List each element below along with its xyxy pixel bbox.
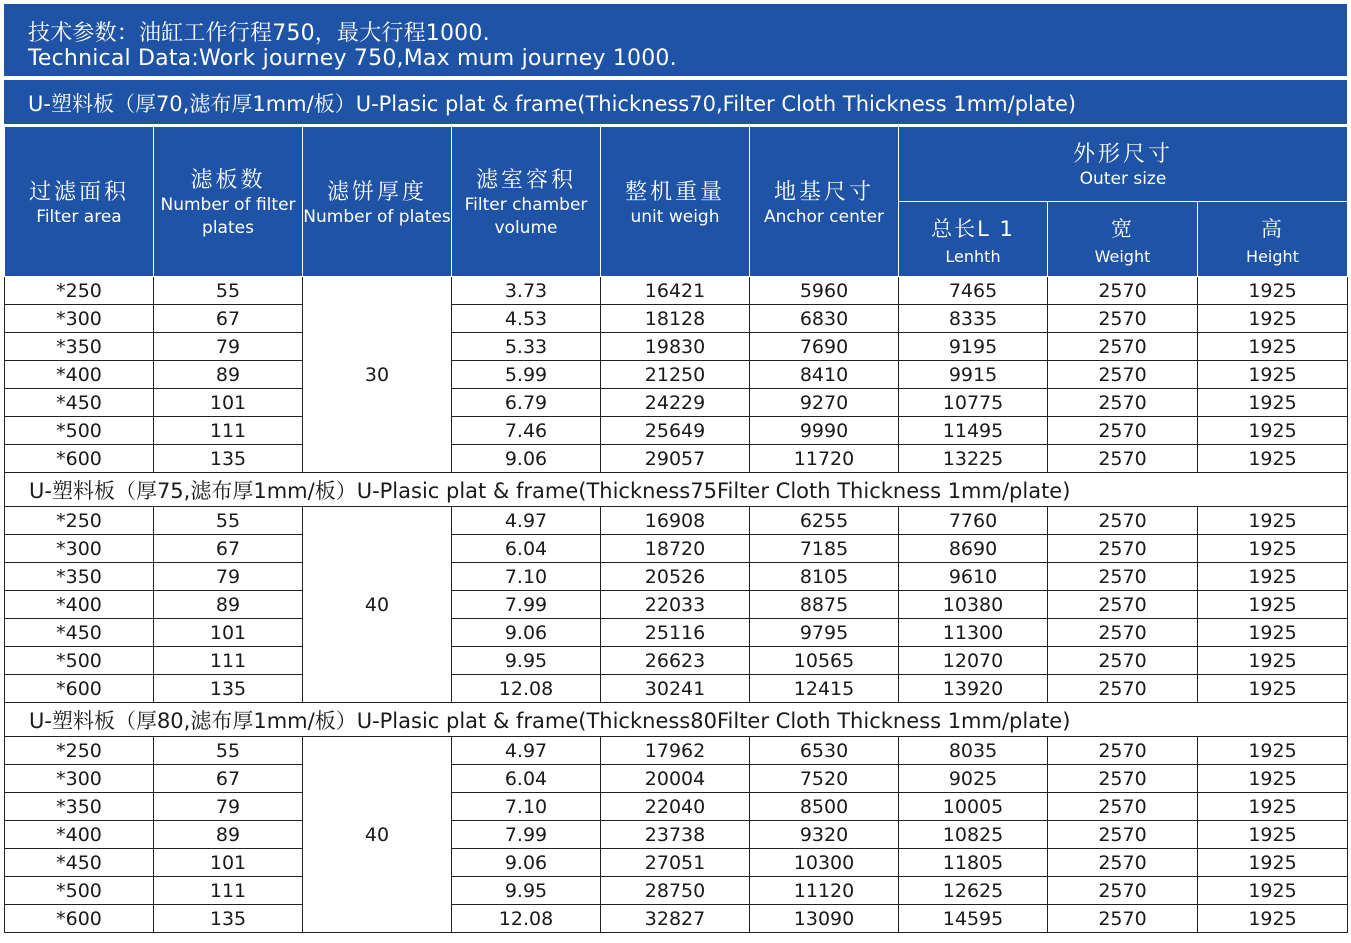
cell-weight: 32827 — [601, 905, 750, 933]
cell-weight: 16908 — [601, 507, 750, 535]
cell-area: *350 — [5, 333, 154, 361]
cell-width: 2570 — [1048, 389, 1198, 417]
cell-width: 2570 — [1048, 821, 1198, 849]
cell-plates: 101 — [154, 849, 303, 877]
cell-weight: 19830 — [601, 333, 750, 361]
cell-weight: 18720 — [601, 535, 750, 563]
header-cake-thickness: 滤饼厚度 Number of plates — [303, 127, 452, 277]
cell-weight: 24229 — [601, 389, 750, 417]
cell-plates: 135 — [154, 675, 303, 703]
cell-weight: 21250 — [601, 361, 750, 389]
cell-volume: 4.53 — [452, 305, 601, 333]
cell-height: 1925 — [1198, 821, 1348, 849]
cell-width: 2570 — [1048, 445, 1198, 473]
cell-cake-thickness: 30 — [303, 277, 452, 473]
cell-weight: 22040 — [601, 793, 750, 821]
cell-volume: 4.97 — [452, 507, 601, 535]
cell-weight: 25649 — [601, 417, 750, 445]
banner-title-en: Technical Data:Work journey 750,Max mum journey 1000. — [28, 46, 677, 71]
cell-volume: 6.04 — [452, 765, 601, 793]
cell-volume: 12.08 — [452, 905, 601, 933]
cell-height: 1925 — [1198, 647, 1348, 675]
cell-plates: 111 — [154, 877, 303, 905]
cell-height: 1925 — [1198, 535, 1348, 563]
cell-area: *400 — [5, 361, 154, 389]
cell-volume: 6.04 — [452, 535, 601, 563]
cell-anchor: 7520 — [750, 765, 899, 793]
cell-volume: 9.95 — [452, 647, 601, 675]
cell-width: 2570 — [1048, 417, 1198, 445]
section-title-bar — [4, 80, 1347, 124]
cell-plates: 55 — [154, 737, 303, 765]
cell-width: 2570 — [1048, 905, 1198, 933]
table-row — [5, 647, 1348, 675]
cell-area: *600 — [5, 675, 154, 703]
cell-width: 2570 — [1048, 591, 1198, 619]
cell-volume: 7.46 — [452, 417, 601, 445]
cell-anchor: 11720 — [750, 445, 899, 473]
cell-anchor: 9990 — [750, 417, 899, 445]
cell-weight: 30241 — [601, 675, 750, 703]
cell-anchor: 7690 — [750, 333, 899, 361]
cell-weight: 25116 — [601, 619, 750, 647]
cell-weight: 23738 — [601, 821, 750, 849]
cell-area: *450 — [5, 619, 154, 647]
cell-anchor: 8875 — [750, 591, 899, 619]
cell-width: 2570 — [1048, 849, 1198, 877]
cell-height: 1925 — [1198, 445, 1348, 473]
header-row — [5, 127, 1348, 202]
cell-anchor: 12415 — [750, 675, 899, 703]
cell-anchor: 10565 — [750, 647, 899, 675]
cell-width: 2570 — [1048, 765, 1198, 793]
cell-height: 1925 — [1198, 333, 1348, 361]
cell-plates: 101 — [154, 389, 303, 417]
header-length: 总长L 1 Lenhth — [899, 202, 1048, 277]
cell-plates: 67 — [154, 535, 303, 563]
table-row — [5, 821, 1348, 849]
cell-height: 1925 — [1198, 277, 1348, 305]
section-title-row — [5, 473, 1348, 507]
cell-plates: 67 — [154, 305, 303, 333]
cell-volume: 5.99 — [452, 361, 601, 389]
cell-width: 2570 — [1048, 277, 1198, 305]
cell-plates: 89 — [154, 591, 303, 619]
cell-anchor: 8500 — [750, 793, 899, 821]
table-row — [5, 905, 1348, 933]
cell-plates: 111 — [154, 647, 303, 675]
cell-plates: 79 — [154, 793, 303, 821]
cell-weight: 20004 — [601, 765, 750, 793]
header-width: 宽 Weight — [1048, 202, 1198, 277]
cell-length: 14595 — [899, 905, 1048, 933]
table-row — [5, 305, 1348, 333]
cell-volume: 3.73 — [452, 277, 601, 305]
table-row — [5, 793, 1348, 821]
spec-table — [4, 126, 1348, 933]
cell-area: *350 — [5, 563, 154, 591]
cell-volume: 9.06 — [452, 619, 601, 647]
cell-anchor: 9270 — [750, 389, 899, 417]
cell-length: 10825 — [899, 821, 1048, 849]
cell-anchor: 9320 — [750, 821, 899, 849]
cell-height: 1925 — [1198, 507, 1348, 535]
cell-plates: 89 — [154, 361, 303, 389]
cell-width: 2570 — [1048, 737, 1198, 765]
cell-length: 11300 — [899, 619, 1048, 647]
cell-volume: 7.10 — [452, 563, 601, 591]
section-title: U-塑料板（厚80,滤布厚1mm/板）U-Plasic plat & frame(Thickness80Filter Cloth Thickness 1mm/plate) — [5, 703, 1348, 737]
cell-height: 1925 — [1198, 793, 1348, 821]
cell-volume: 12.08 — [452, 675, 601, 703]
cell-plates: 101 — [154, 619, 303, 647]
cell-anchor: 11120 — [750, 877, 899, 905]
cell-plates: 135 — [154, 905, 303, 933]
cell-area: *350 — [5, 793, 154, 821]
cell-plates: 67 — [154, 765, 303, 793]
cell-length: 13920 — [899, 675, 1048, 703]
cell-area: *400 — [5, 591, 154, 619]
cell-height: 1925 — [1198, 591, 1348, 619]
cell-length: 7760 — [899, 507, 1048, 535]
table-row — [5, 333, 1348, 361]
header-height: 高 Height — [1198, 202, 1348, 277]
cell-weight: 27051 — [601, 849, 750, 877]
cell-height: 1925 — [1198, 905, 1348, 933]
cell-area: *600 — [5, 905, 154, 933]
cell-length: 8035 — [899, 737, 1048, 765]
table-row — [5, 849, 1348, 877]
cell-weight: 20526 — [601, 563, 750, 591]
cell-width: 2570 — [1048, 535, 1198, 563]
cell-length: 8690 — [899, 535, 1048, 563]
cell-volume: 7.10 — [452, 793, 601, 821]
cell-width: 2570 — [1048, 793, 1198, 821]
cell-volume: 9.06 — [452, 445, 601, 473]
cell-anchor: 6255 — [750, 507, 899, 535]
cell-width: 2570 — [1048, 361, 1198, 389]
cell-length: 13225 — [899, 445, 1048, 473]
cell-area: *300 — [5, 535, 154, 563]
cell-length: 9025 — [899, 765, 1048, 793]
cell-weight: 22033 — [601, 591, 750, 619]
cell-area: *500 — [5, 647, 154, 675]
cell-height: 1925 — [1198, 417, 1348, 445]
table-row — [5, 877, 1348, 905]
table-row — [5, 445, 1348, 473]
section-title: U-塑料板（厚75,滤布厚1mm/板）U-Plasic plat & frame(Thickness75Filter Cloth Thickness 1mm/plate) — [5, 473, 1348, 507]
cell-plates: 135 — [154, 445, 303, 473]
cell-height: 1925 — [1198, 389, 1348, 417]
table-row — [5, 619, 1348, 647]
cell-length: 11495 — [899, 417, 1048, 445]
cell-plates: 55 — [154, 507, 303, 535]
header-filter-plates: 滤板数 Number of filter plates — [154, 127, 303, 277]
cell-height: 1925 — [1198, 765, 1348, 793]
section-title-row — [5, 703, 1348, 737]
cell-weight: 18128 — [601, 305, 750, 333]
cell-volume: 4.97 — [452, 737, 601, 765]
cell-area: *450 — [5, 389, 154, 417]
cell-anchor: 8105 — [750, 563, 899, 591]
cell-weight: 26623 — [601, 647, 750, 675]
cell-length: 10775 — [899, 389, 1048, 417]
cell-area: *600 — [5, 445, 154, 473]
section-title: U-塑料板（厚70,滤布厚1mm/板）U-Plasic plat & frame(Thickness70,Filter Cloth Thickness 1mm/plate) — [28, 92, 1077, 116]
header-outer-size: 外形尺寸 Outer size — [899, 127, 1348, 202]
cell-width: 2570 — [1048, 877, 1198, 905]
cell-volume: 7.99 — [452, 591, 601, 619]
cell-width: 2570 — [1048, 563, 1198, 591]
cell-plates: 89 — [154, 821, 303, 849]
cell-anchor: 10300 — [750, 849, 899, 877]
header-anchor-center: 地基尺寸 Anchor center — [750, 127, 899, 277]
table-row — [5, 507, 1348, 535]
cell-area: *300 — [5, 765, 154, 793]
cell-length: 12625 — [899, 877, 1048, 905]
cell-width: 2570 — [1048, 333, 1198, 361]
cell-length: 12070 — [899, 647, 1048, 675]
cell-plates: 55 — [154, 277, 303, 305]
table-row — [5, 563, 1348, 591]
table-row — [5, 737, 1348, 765]
cell-height: 1925 — [1198, 305, 1348, 333]
cell-length: 10005 — [899, 793, 1048, 821]
cell-area: *250 — [5, 507, 154, 535]
cell-height: 1925 — [1198, 675, 1348, 703]
cell-width: 2570 — [1048, 619, 1198, 647]
cell-area: *400 — [5, 821, 154, 849]
cell-length: 9610 — [899, 563, 1048, 591]
cell-width: 2570 — [1048, 647, 1198, 675]
cell-height: 1925 — [1198, 563, 1348, 591]
cell-width: 2570 — [1048, 675, 1198, 703]
table-row — [5, 389, 1348, 417]
table-row — [5, 417, 1348, 445]
cell-anchor: 6830 — [750, 305, 899, 333]
cell-width: 2570 — [1048, 507, 1198, 535]
cell-anchor: 7185 — [750, 535, 899, 563]
header-chamber-volume: 滤室容积 Filter chamber volume — [452, 127, 601, 277]
cell-height: 1925 — [1198, 737, 1348, 765]
cell-anchor: 13090 — [750, 905, 899, 933]
cell-length: 7465 — [899, 277, 1048, 305]
cell-anchor: 6530 — [750, 737, 899, 765]
cell-plates: 111 — [154, 417, 303, 445]
technical-data-banner — [4, 4, 1347, 76]
cell-anchor: 5960 — [750, 277, 899, 305]
cell-length: 9195 — [899, 333, 1048, 361]
cell-weight: 16421 — [601, 277, 750, 305]
cell-cake-thickness: 40 — [303, 507, 452, 703]
table-row — [5, 591, 1348, 619]
cell-area: *250 — [5, 277, 154, 305]
cell-height: 1925 — [1198, 877, 1348, 905]
cell-area: *250 — [5, 737, 154, 765]
cell-area: *500 — [5, 417, 154, 445]
table-row — [5, 765, 1348, 793]
cell-plates: 79 — [154, 563, 303, 591]
cell-length: 11805 — [899, 849, 1048, 877]
cell-width: 2570 — [1048, 305, 1198, 333]
cell-cake-thickness: 40 — [303, 737, 452, 933]
cell-height: 1925 — [1198, 849, 1348, 877]
header-filter-area: 过滤面积 Filter area — [5, 127, 154, 277]
banner-title-cn: 技术参数：油缸工作行程750，最大行程1000. — [28, 21, 490, 46]
table-row — [5, 361, 1348, 389]
cell-volume: 7.99 — [452, 821, 601, 849]
cell-volume: 9.06 — [452, 849, 601, 877]
cell-weight: 28750 — [601, 877, 750, 905]
header-unit-weight: 整机重量 unit weigh — [601, 127, 750, 277]
cell-volume: 5.33 — [452, 333, 601, 361]
cell-volume: 9.95 — [452, 877, 601, 905]
table-row — [5, 535, 1348, 563]
cell-length: 9915 — [899, 361, 1048, 389]
cell-plates: 79 — [154, 333, 303, 361]
cell-length: 8335 — [899, 305, 1048, 333]
cell-area: *500 — [5, 877, 154, 905]
cell-anchor: 9795 — [750, 619, 899, 647]
cell-length: 10380 — [899, 591, 1048, 619]
cell-height: 1925 — [1198, 361, 1348, 389]
cell-height: 1925 — [1198, 619, 1348, 647]
cell-area: *450 — [5, 849, 154, 877]
table-row — [5, 675, 1348, 703]
table-row — [5, 277, 1348, 305]
cell-area: *300 — [5, 305, 154, 333]
cell-weight: 17962 — [601, 737, 750, 765]
cell-anchor: 8410 — [750, 361, 899, 389]
cell-weight: 29057 — [601, 445, 750, 473]
cell-volume: 6.79 — [452, 389, 601, 417]
